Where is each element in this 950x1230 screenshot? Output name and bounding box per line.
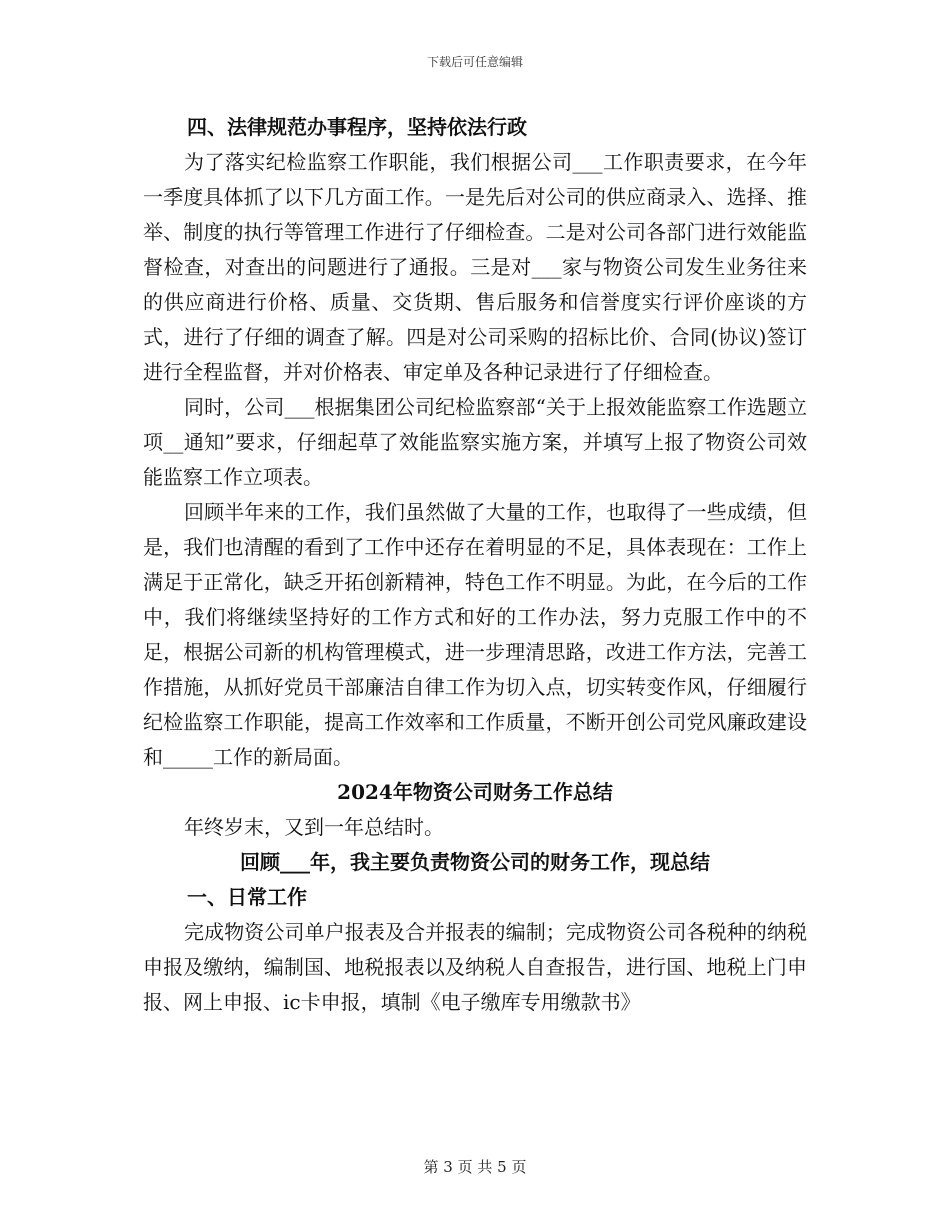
page-footer: 第 3 页 共 5 页 <box>423 1158 527 1176</box>
paragraph: 完成物资公司单户报表及合并报表的编制；完成物资公司各税种的纳税申报及缴纳，编制国、地税报表以及纳税人自查报告，进行国、地税上门申报、网上申报、ic卡申报，填制《电子缴库专用缴款书》 <box>143 920 807 1014</box>
page-header: 下载后可任意编辑 <box>426 55 523 69</box>
subtitle: 回顾___年，我主要负责物资公司的财务工作，现总结 <box>240 850 710 874</box>
paragraph: 为了落实纪检监察工作职能，我们根据公司___工作职责要求，在今年一季度具体抓了以下几方面工作。一是先后对公司的供应商录入、选择、推举、制度的执行等管理工作进行了仔细检查。二是对公司各部门进行效能监督检查，对查出的问题进行了通报。三是对___家与物资公司发生业务往来的供应商进行价格、质量、交货期、售后服务和信誉度实行评价座谈的方式，进行了仔细的调查了解。四是对公司采购的招标比价、合同(协议)签订进行全程监督，并对价格表、审定单及各种记录进行了仔细检查。 <box>143 150 807 384</box>
section-heading: 一、日常工作 <box>187 885 307 909</box>
paragraph: 回顾半年来的工作，我们虽然做了大量的工作，也取得了一些成绩，但是，我们也清醒的看到了工作中还存在着明显的不足，具体表现在：工作上满足于正常化，缺乏开拓创新精神，特色工作不明显。为此，在今后的工作中，我们将继续坚持好的工作方式和好的工作办法，努力克服工作中的不足，根据公司新的机构管理模式，进一步理清思路，改进工作方法，完善工作措施，从抓好党员干部廉洁自律工作为切入点，切实转变作风，仔细履行纪检监察工作职能，提高工作效率和工作质量，不断开创公司党风廉政建设和_____工作的新局面。 <box>143 500 807 769</box>
document-title: 2024年物资公司财务工作总结 <box>337 780 613 804</box>
paragraph: 同时，公司___根据集团公司纪检监察部“关于上报效能监察工作选题立项__通知”要求，仔细起草了效能监察实施方案，并填写上报了物资公司效能监察工作立项表。 <box>143 395 807 489</box>
section-heading: 四、法律规范办事程序，坚持依法行政 <box>187 115 527 139</box>
intro-paragraph: 年终岁末，又到一年总结时。 <box>184 815 444 839</box>
document-body <box>143 110 807 1020</box>
